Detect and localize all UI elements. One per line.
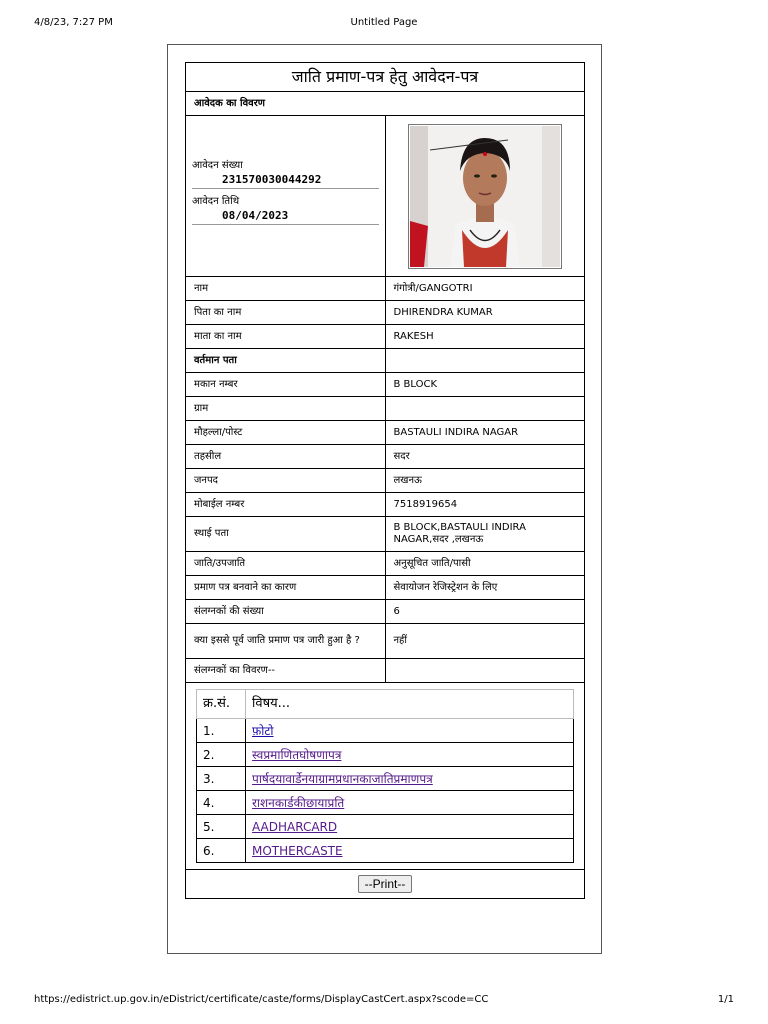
detail-row — [186, 552, 585, 576]
application-number-label: आवेदन संख्या — [192, 160, 243, 171]
detail-row — [186, 517, 585, 552]
detail-label: क्या इससे पूर्व जाति प्रमाण पत्र जारी हुआ है ? — [186, 624, 386, 659]
detail-value: RAKESH — [385, 325, 585, 349]
detail-row — [186, 445, 585, 469]
detail-label: संलग्नकों का विवरण-- — [186, 659, 386, 683]
attachment-link[interactable]: MOTHERCASTE — [252, 843, 343, 858]
attachment-link-cell — [246, 815, 574, 839]
attachments-table — [196, 689, 574, 863]
attachment-serial: 1. — [197, 719, 246, 743]
application-date-label: आवेदन तिथि — [192, 196, 240, 207]
print-url: https://edistrict.up.gov.in/eDistrict/certificate/caste/forms/DisplayCastCert.aspx?scode=CC — [34, 994, 489, 1005]
detail-value: B BLOCK,BASTAULI INDIRA NAGAR,सदर ,लखनऊ — [385, 517, 585, 552]
detail-row — [186, 325, 585, 349]
detail-label: वर्तमान पता — [186, 349, 386, 373]
attachment-serial: 3. — [197, 767, 246, 791]
detail-label: स्थाई पता — [186, 517, 386, 552]
application-info — [186, 116, 386, 277]
detail-label: तहसील — [186, 445, 386, 469]
detail-label: मौहल्ला/पोस्ट — [186, 421, 386, 445]
detail-label: जाति/उपजाति — [186, 552, 386, 576]
detail-row — [186, 373, 585, 397]
detail-label: ग्राम — [186, 397, 386, 421]
detail-row — [186, 659, 585, 683]
detail-label: मोबाईल नम्बर — [186, 493, 386, 517]
application-date: 08/04/2023 — [192, 208, 379, 225]
attachment-link-cell — [246, 791, 574, 815]
applicant-photo-image — [410, 126, 560, 267]
detail-row — [186, 469, 585, 493]
detail-value: लखनऊ — [385, 469, 585, 493]
attachment-serial: 5. — [197, 815, 246, 839]
print-page-title: Untitled Page — [350, 17, 418, 28]
detail-value — [385, 349, 585, 373]
detail-label: जनपद — [186, 469, 386, 493]
detail-row — [186, 624, 585, 659]
print-cell — [186, 870, 585, 899]
detail-value: B BLOCK — [385, 373, 585, 397]
detail-label: मकान नम्बर — [186, 373, 386, 397]
detail-value: सदर — [385, 445, 585, 469]
application-number: 231570030044292 — [192, 172, 379, 189]
print-page-number: 1/1 — [717, 994, 734, 1005]
attachment-row — [197, 767, 574, 791]
attachment-link-cell — [246, 839, 574, 863]
detail-label: प्रमाण पत्र बनवाने का कारण — [186, 576, 386, 600]
detail-value — [385, 659, 585, 683]
print-datetime: 4/8/23, 7:27 PM — [34, 17, 113, 28]
detail-row — [186, 301, 585, 325]
attachment-serial: 6. — [197, 839, 246, 863]
photo-cell — [385, 116, 585, 277]
attachment-row — [197, 719, 574, 743]
detail-row — [186, 421, 585, 445]
detail-label: संलग्नकों की संख्या — [186, 600, 386, 624]
detail-label: पिता का नाम — [186, 301, 386, 325]
attachment-row — [197, 743, 574, 767]
detail-row — [186, 600, 585, 624]
attachment-serial: 2. — [197, 743, 246, 767]
detail-value: सेवायोजन रेजिस्ट्रेशन के लिए — [385, 576, 585, 600]
detail-value: DHIRENDRA KUMAR — [385, 301, 585, 325]
form-title: जाति प्रमाण-पत्र हेतु आवेदन-पत्र — [186, 63, 585, 92]
attachments-header-serial: क्र.सं. — [197, 690, 246, 719]
print-button[interactable]: --Print-- — [358, 875, 413, 893]
attachment-link[interactable]: AADHARCARD — [252, 819, 338, 834]
attachment-link-cell — [246, 743, 574, 767]
attachments-container — [186, 683, 585, 870]
detail-value: 7518919654 — [385, 493, 585, 517]
section-applicant-details: आवेदक का विवरण — [186, 92, 585, 116]
detail-value: नहीं — [385, 624, 585, 659]
attachment-link[interactable]: फ़ोटो — [252, 723, 274, 738]
detail-row — [186, 349, 585, 373]
attachment-link[interactable]: पार्षदयावार्डेनयाग्रामप्रधानकाजातिप्रमाणपत्र — [252, 771, 433, 786]
detail-value: BASTAULI INDIRA NAGAR — [385, 421, 585, 445]
attachments-header-subject: विषय... — [246, 690, 574, 719]
attachment-row — [197, 839, 574, 863]
attachment-row — [197, 791, 574, 815]
detail-value: 6 — [385, 600, 585, 624]
detail-row — [186, 277, 585, 301]
detail-label: नाम — [186, 277, 386, 301]
detail-row — [186, 397, 585, 421]
detail-value — [385, 397, 585, 421]
attachment-link-cell — [246, 719, 574, 743]
detail-value: गंगोत्री/GANGOTRI — [385, 277, 585, 301]
detail-label: माता का नाम — [186, 325, 386, 349]
application-form — [185, 62, 585, 899]
detail-row — [186, 576, 585, 600]
applicant-photo — [408, 124, 562, 269]
detail-row — [186, 493, 585, 517]
attachment-link[interactable]: राशनकार्डकीछायाप्रति — [252, 795, 345, 810]
attachment-link[interactable]: स्वप्रमाणितघोषणापत्र — [252, 747, 342, 762]
attachment-serial: 4. — [197, 791, 246, 815]
detail-value: अनुसूचित जाति/पासी — [385, 552, 585, 576]
attachment-row — [197, 815, 574, 839]
attachment-link-cell — [246, 767, 574, 791]
